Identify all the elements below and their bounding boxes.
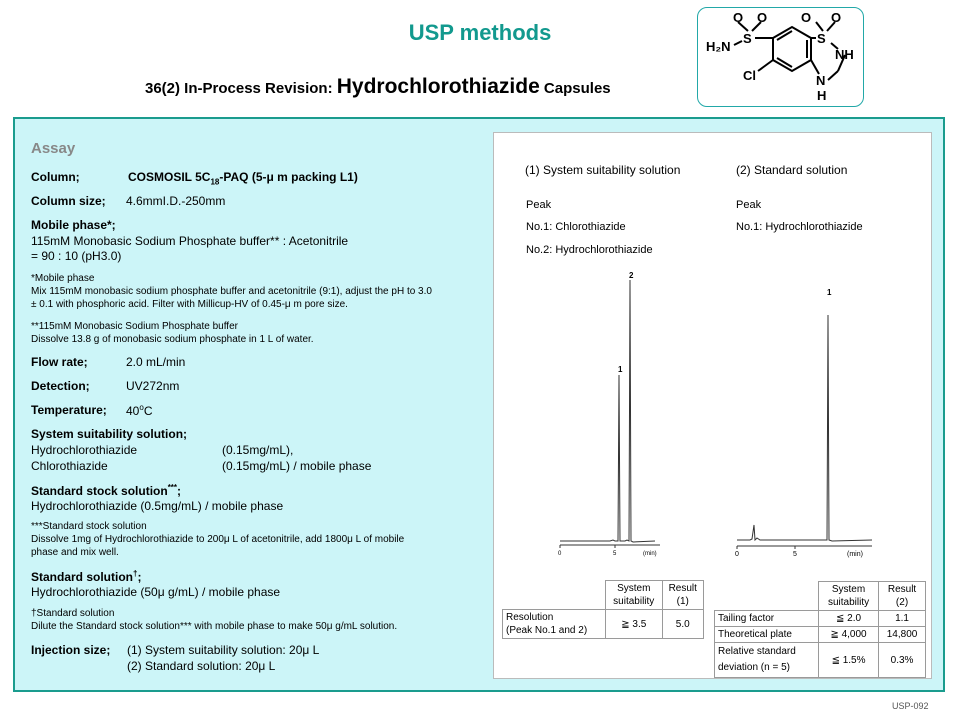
table-cell-empty (715, 582, 819, 611)
flow-rate-value: 2.0 mL/min (126, 355, 186, 369)
table-header-res (879, 582, 926, 611)
right-tick-label-5: 5 (793, 551, 797, 558)
subtitle-prefix: 36(2) In-Process Revision: (145, 80, 337, 97)
standard-label-end: ; (137, 570, 142, 584)
row-label1: Relative standard (718, 646, 796, 657)
mobile-phase-label: Mobile phase*; (31, 218, 116, 232)
struct-s2: S (817, 31, 826, 46)
table-cell-sys: ≧ 3.5 (606, 610, 663, 639)
th-sys2: suitability (613, 596, 655, 607)
stock-note-line3: phase and mix well. (31, 547, 119, 558)
th-res1: Result (887, 584, 917, 595)
row-label2: (Peak No.1 and 2) (506, 625, 588, 636)
right-tick-label-0: 0 (735, 551, 739, 558)
stock-note-title: ***Standard stock solution (31, 521, 147, 532)
column-size-value: 4.6mmI.D.-250mm (126, 194, 226, 208)
right-tick-label-min: (min) (847, 551, 863, 558)
column-value-sub: 18 (210, 177, 220, 187)
th-sys1: System (831, 584, 866, 595)
table-cell-res: 0.3% (879, 643, 926, 678)
buffer-note-title: **115mM Monobasic Sodium Phosphate buffer (31, 321, 238, 332)
mobile-note-line3: ± 0.1 with phosphoric acid. Filter with Millicup-HV of 0.45-μ m pore size. (31, 299, 348, 310)
struct-s1: S (743, 31, 752, 46)
table-row (715, 582, 926, 611)
struct-o3: O (801, 10, 812, 25)
column-label: Column; (31, 170, 80, 184)
table-header-sys (819, 582, 879, 611)
assay-heading: Assay (31, 140, 76, 157)
temperature-unit: C (143, 404, 153, 418)
injection-value2: (2) Standard solution: 20μ L (127, 659, 276, 673)
struct-o1: O (733, 10, 744, 25)
standard-value: Hydrochlorothiazide (50μ g/mL) / mobile phase (31, 585, 281, 599)
row-label1: Resolution (506, 612, 554, 623)
table-row-label: Theoretical plate (715, 627, 819, 643)
temperature-value (126, 403, 152, 418)
right-results-table (714, 581, 926, 678)
stock-label-end: ; (177, 484, 182, 498)
struct-h2n: H₂N (706, 39, 731, 54)
th-res2: (2) (895, 597, 909, 608)
table-row (503, 581, 704, 610)
mobile-note-line2: Mix 115mM monobasic sodium phosphate buffer and acetonitrile (9:1), adjust the pH to 3.0 (31, 286, 432, 297)
table-header-res (662, 581, 704, 610)
slide-number: USP-092 (892, 701, 929, 711)
right-chromatogram (732, 280, 882, 560)
stock-value: Hydrochlorothiazide (0.5mg/mL) / mobile phase (31, 499, 284, 513)
temperature-degree: o (139, 403, 144, 412)
table-cell-sys: ≦ 1.5% (819, 643, 879, 678)
right-peak-label: Peak (736, 199, 762, 211)
right-chrom-trace (737, 315, 872, 541)
struct-h: H (817, 88, 827, 103)
standard-label-text: Standard solution (31, 570, 133, 584)
sys-suit-conc2: (0.15mg/mL) / mobile phase (222, 459, 372, 473)
table-cell-sys: ≧ 4,000 (819, 627, 879, 643)
table-row (715, 627, 926, 643)
column-value (128, 170, 358, 186)
sys-suit-compound1: Hydrochlorothiazide (31, 443, 138, 457)
left-peak-label: Peak (526, 199, 552, 211)
stock-label-text: Standard stock solution (31, 484, 168, 498)
table-row (715, 611, 926, 627)
left-tick-label-0: 0 (558, 551, 562, 557)
standard-label (31, 569, 141, 584)
standard-note-line2: Dilute the Standard stock solution*** with mobile phase to make 50μ g/mL solution. (31, 621, 398, 632)
left-results-table (502, 580, 704, 639)
right-peak-number-1: 1 (827, 288, 832, 297)
table-cell-res: 1.1 (879, 611, 926, 627)
benzene-ring (773, 27, 811, 71)
row-label2: deviation (n = 5) (718, 662, 790, 673)
table-cell-res: 5.0 (662, 610, 704, 639)
struct-o2: O (757, 10, 768, 25)
left-peak2: No.2: Hydrochlorothiazide (526, 244, 653, 256)
table-cell-res: 14,800 (879, 627, 926, 643)
th-res1: Result (668, 583, 697, 594)
sys-suit-conc1: (0.15mg/mL), (222, 443, 294, 457)
struct-n: N (816, 73, 826, 88)
struct-nh: NH (835, 47, 854, 62)
left-peak-number-1: 1 (618, 365, 623, 374)
column-value-pre: COSMOSIL 5C (128, 170, 211, 184)
left-tick-label-5: 5 (613, 551, 617, 557)
mobile-phase-line2: = 90 : 10 (pH3.0) (31, 249, 122, 263)
injection-value1: (1) System suitability solution: 20μ L (127, 643, 320, 657)
column-size-label: Column size; (31, 194, 106, 208)
table-header-sys (606, 581, 663, 610)
left-peak1: No.1: Chlorothiazide (526, 221, 626, 233)
struct-cl: Cl (743, 68, 756, 83)
standard-label-sup: † (133, 569, 138, 578)
temperature-number: 40 (126, 404, 140, 418)
detection-label: Detection; (31, 379, 90, 393)
chemical-structure (697, 7, 864, 107)
left-chromatogram (555, 265, 665, 560)
left-tick-label-min: (min) (643, 551, 657, 557)
subtitle-drug: Hydrochlorothiazide (336, 75, 540, 98)
right-chrom-title: (2) Standard solution (736, 163, 848, 177)
buffer-note-line2: Dissolve 13.8 g of monobasic sodium phosphate in 1 L of water. (31, 334, 314, 345)
th-res2: (1) (676, 596, 689, 607)
mobile-note-title: *Mobile phase (31, 273, 95, 284)
column-value-post: -PAQ (5-μ m packing L1) (219, 170, 358, 184)
table-row-label: Tailing factor (715, 611, 819, 627)
temperature-label: Temperature; (31, 403, 107, 417)
page-subtitle (145, 75, 611, 99)
table-row-label (715, 643, 819, 678)
sys-suit-compound2: Chlorothiazide (31, 459, 108, 473)
stock-label (31, 483, 181, 498)
table-cell-sys: ≦ 2.0 (819, 611, 879, 627)
stock-label-sup: *** (167, 483, 178, 492)
table-row (715, 643, 926, 678)
mobile-phase-line1: 115mM Monobasic Sodium Phosphate buffer** : Acetonitrile (31, 234, 349, 248)
left-chrom-trace (560, 280, 655, 542)
structure-drawing (698, 8, 863, 106)
page-title: USP methods (408, 20, 552, 45)
th-sys1: System (617, 583, 651, 594)
table-row-label (503, 610, 606, 639)
injection-label: Injection size; (31, 643, 111, 657)
th-sys2: suitability (827, 597, 870, 608)
table-cell-empty (503, 581, 606, 610)
struct-o4: O (831, 10, 842, 25)
left-peak-number-2: 2 (629, 271, 634, 280)
right-peak1: No.1: Hydrochlorothiazide (736, 221, 863, 233)
sys-suit-label: System suitability solution; (31, 427, 188, 441)
subtitle-suffix: Capsules (539, 80, 611, 97)
stock-note-line2: Dissolve 1mg of Hydrochlorothiazide to 200μ L of acetonitrile, add 1800μ L of mobile (31, 534, 405, 545)
flow-rate-label: Flow rate; (31, 355, 88, 369)
detection-value: UV272nm (126, 379, 180, 393)
left-chrom-title: (1) System suitability solution (525, 163, 681, 177)
table-row (503, 610, 704, 639)
standard-note-title: †Standard solution (31, 608, 115, 619)
